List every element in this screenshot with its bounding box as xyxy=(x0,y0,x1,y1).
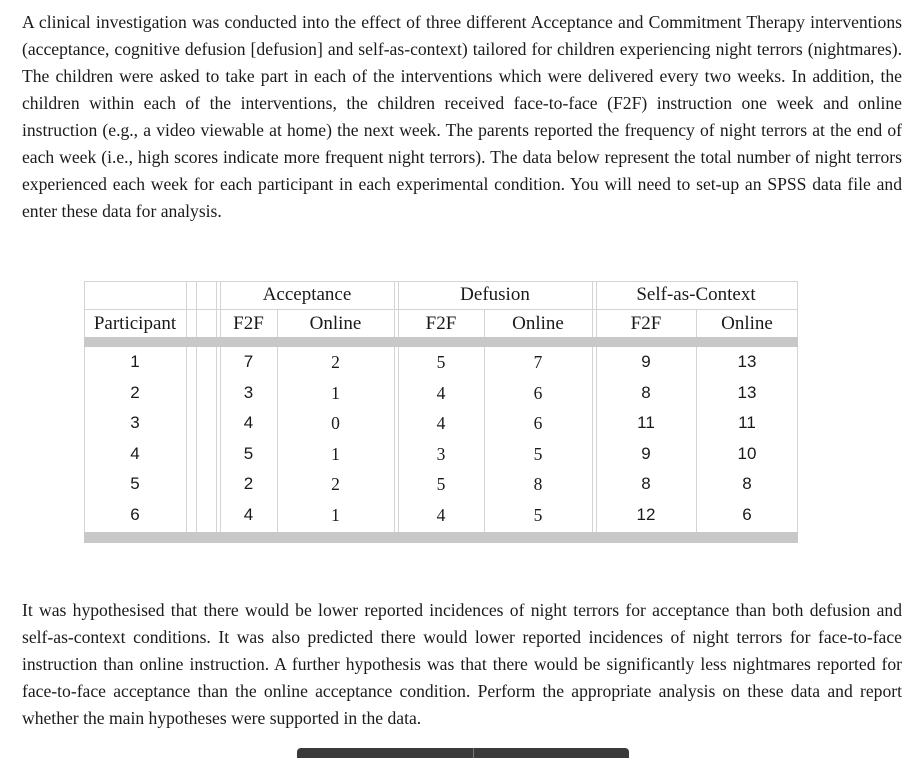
table-cell: 5 xyxy=(436,352,446,372)
group-header-acceptance: Acceptance xyxy=(262,284,352,305)
sub-header-f2f: F2F xyxy=(630,313,662,334)
table-cell: 12 xyxy=(636,504,656,524)
table-cell: 8 xyxy=(533,474,543,494)
sub-header-f2f: F2F xyxy=(425,313,457,334)
toolbar-divider xyxy=(473,748,474,758)
col-divider xyxy=(186,281,187,532)
table-cell: 13 xyxy=(737,382,757,402)
table-cell: 9 xyxy=(641,443,651,463)
table-cell: 8 xyxy=(641,382,651,402)
intro-paragraph: A clinical investigation was conducted into the effect of three different Acceptance and Commitment Therapy interventions (acceptance, cognitive defusion [defusion] and self-as-context) tailored for children experiencing night terrors (nightmares). The children were asked to take part in each of the interventions which were delivered every two weeks. In addition, the children within each of the interventions, the children received face-to-face (F2F) instruction one week and online instruction (e.g., a video viewable at home) the next week. The parents reported the frequency of night terrors at the end of each week (i.e., high scores indicate more frequent night terrors). The data below represent the total number of night terrors experienced each week for each participant in each experimental condition. You will need to set-up an SPSS data file and enter these data for analysis. xyxy=(22,12,902,221)
col-divider xyxy=(216,281,217,532)
col-divider xyxy=(394,281,395,532)
table-cell: 9 xyxy=(641,352,651,371)
hypothesis-paragraph: It was hypothesised that there would be lower reported incidences of night terrors for acceptance than both defusion and self-as-context conditions. It was also predicted there would lower reported incidences of night terrors for face-to-face instruction than online instruction. A further hypothesis was that there would be significantly less nightmares reported for face-to-face acceptance than the online acceptance condition. Perform the appropriate analysis on these data and report whether the main hypotheses were supported in the data. xyxy=(22,600,902,728)
table-cell: 4 xyxy=(436,413,446,433)
table-cell: 8 xyxy=(742,474,752,493)
table-cell: 2 xyxy=(331,474,340,494)
table-cell: 3 xyxy=(130,413,140,432)
table-cell: 6 xyxy=(533,413,543,433)
table-top-border xyxy=(84,281,798,282)
table-cell: 4 xyxy=(436,382,446,403)
table-cell: 6 xyxy=(533,382,543,403)
table-cell: 3 xyxy=(436,443,446,464)
table-cell: 5 xyxy=(243,443,254,463)
group-header-self-as-context: Self-as-Context xyxy=(636,284,756,305)
table-cell: 11 xyxy=(738,413,756,432)
table-cell: 7 xyxy=(533,352,543,372)
table-cell: 2 xyxy=(130,382,140,402)
group-header-defusion: Defusion xyxy=(460,284,530,305)
table-cell: 10 xyxy=(737,443,757,463)
data-table xyxy=(84,281,798,543)
col-divider xyxy=(592,281,593,532)
table-cell: 6 xyxy=(742,504,752,524)
table-cell: 3 xyxy=(243,382,254,402)
table-cell: 4 xyxy=(243,504,254,524)
sub-header-participant: Participant xyxy=(93,313,177,334)
sub-header-online: Online xyxy=(512,313,564,334)
footer-band xyxy=(84,532,798,543)
table-cell: 6 xyxy=(130,504,140,524)
table-cell: 1 xyxy=(331,382,340,403)
table-cell: 5 xyxy=(533,443,543,464)
table-cell: 1 xyxy=(331,504,340,525)
table-cell: 2 xyxy=(331,352,340,372)
table-cell: 8 xyxy=(641,474,651,493)
col-divider xyxy=(196,281,197,532)
table-cell: 13 xyxy=(737,352,757,371)
table-cell: 7 xyxy=(243,352,254,371)
sub-header-online: Online xyxy=(721,313,773,334)
table-cell: 4 xyxy=(436,504,446,525)
header-row-divider xyxy=(84,309,798,310)
table-cell: 1 xyxy=(130,352,140,371)
table-cell: 5 xyxy=(130,474,140,493)
table-cell: 5 xyxy=(436,474,446,494)
table-cell: 4 xyxy=(243,413,254,432)
table-cell: 11 xyxy=(637,413,655,432)
table-cell: 1 xyxy=(331,443,340,464)
sub-header-f2f: F2F xyxy=(233,313,264,334)
sub-header-online: Online xyxy=(309,313,362,334)
table-cell: 2 xyxy=(243,474,254,493)
table-cell: 5 xyxy=(533,504,543,525)
bottom-toolbar[interactable] xyxy=(297,748,629,758)
header-band xyxy=(84,337,798,347)
table-cell: 0 xyxy=(331,413,340,433)
table-cell: 4 xyxy=(130,443,140,463)
